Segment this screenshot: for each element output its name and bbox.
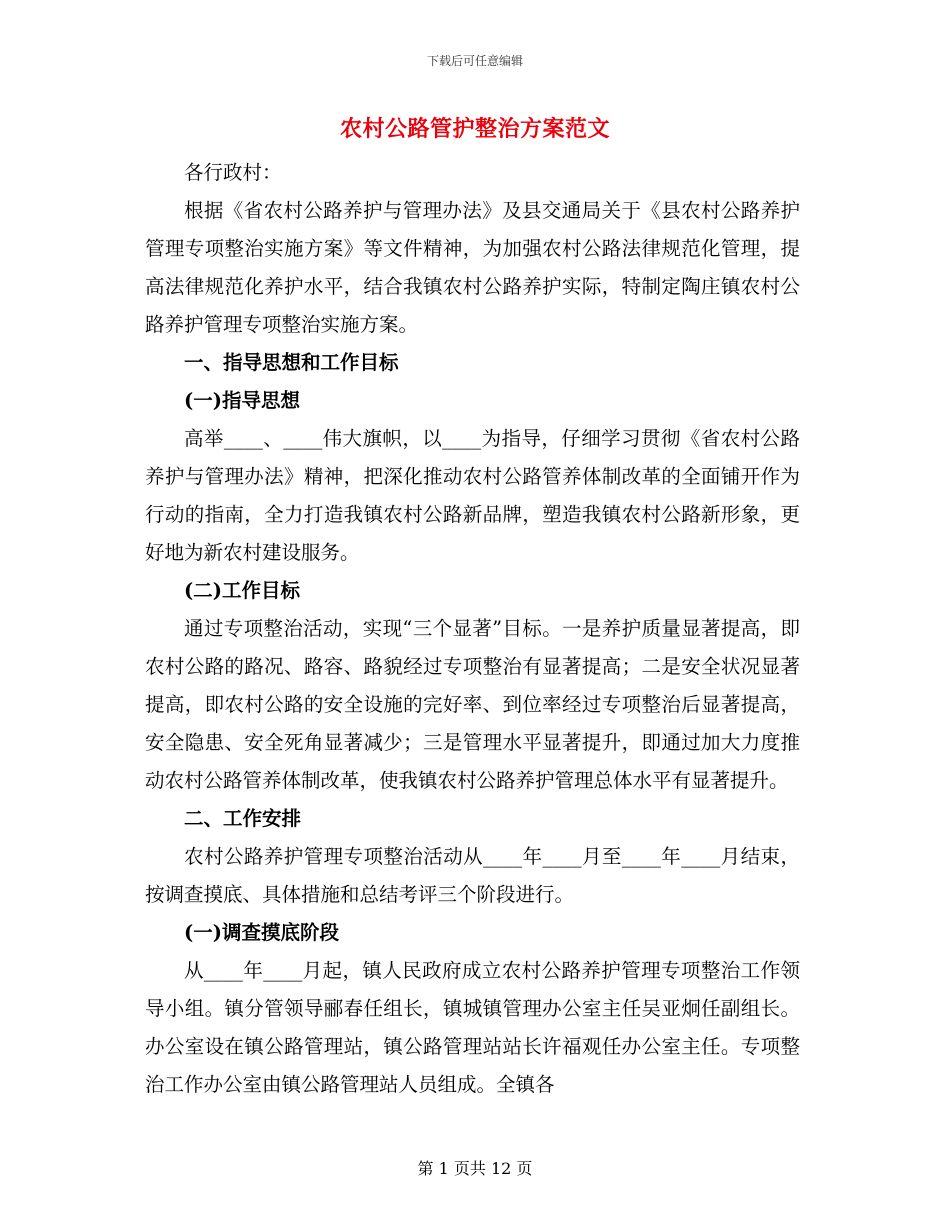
paragraph: 从____年____月起，镇人民政府成立农村公路养护管理专项整治工作领导小组。镇分管领导郦春任组长，镇城镇管理办公室主任吴亚炯任副组长。办公室设在镇公路管理站，镇公路管理站站长许福观任办公室主任。专项整治工作办公室由镇公路管理站人员组成。全镇各 bbox=[145, 959, 800, 1096]
page-footer: 第 1 页共 12 页 bbox=[417, 1159, 533, 1178]
paragraph: 高举____、____伟大旗帜，以____为指导，仔细学习贯彻《省农村公路养护与管理办法》精神，把深化推动农村公路管养体制改革的全面铺开作为行动的指南，全力打造我镇农村公路新品牌，塑造我镇农村公路新形象，更好地为新农村建设服务。 bbox=[145, 427, 800, 564]
subsection-heading: (二)工作目标 bbox=[184, 579, 300, 602]
section-heading: 二、工作安排 bbox=[184, 807, 302, 830]
paragraph: 农村公路养护管理专项整治活动从____年____月至____年____月结束，按调查摸底、具体措施和总结考评三个阶段进行。 bbox=[145, 845, 800, 906]
page-header: 下载后可任意编辑 bbox=[426, 54, 523, 68]
document-body bbox=[145, 154, 800, 1104]
subsection-heading: (一)调查摸底阶段 bbox=[184, 921, 339, 944]
salutation: 各行政村： bbox=[184, 161, 282, 184]
section-heading: 一、指导思想和工作目标 bbox=[184, 351, 399, 374]
paragraph: 通过专项整治活动，实现“三个显著”目标。一是养护质量显著提高，即农村公路的路况、路容、路貌经过专项整治有显著提高；二是安全状况显著提高，即农村公路的安全设施的完好率、到位率经过专项整治后显著提高，安全隐患、安全死角显著减少；三是管理水平显著提升，即通过加大力度推动农村公路管养体制改革，使我镇农村公路养护管理总体水平有显著提升。 bbox=[145, 617, 800, 792]
document-title: 农村公路管护整治方案范文 bbox=[339, 116, 610, 142]
subsection-heading: (一)指导思想 bbox=[184, 389, 300, 412]
paragraph: 根据《省农村公路养护与管理办法》及县交通局关于《县农村公路养护管理专项整治实施方案》等文件精神，为加强农村公路法律规范化管理，提高法律规范化养护水平，结合我镇农村公路养护实际，特制定陶庄镇农村公路养护管理专项整治实施方案。 bbox=[145, 199, 800, 336]
